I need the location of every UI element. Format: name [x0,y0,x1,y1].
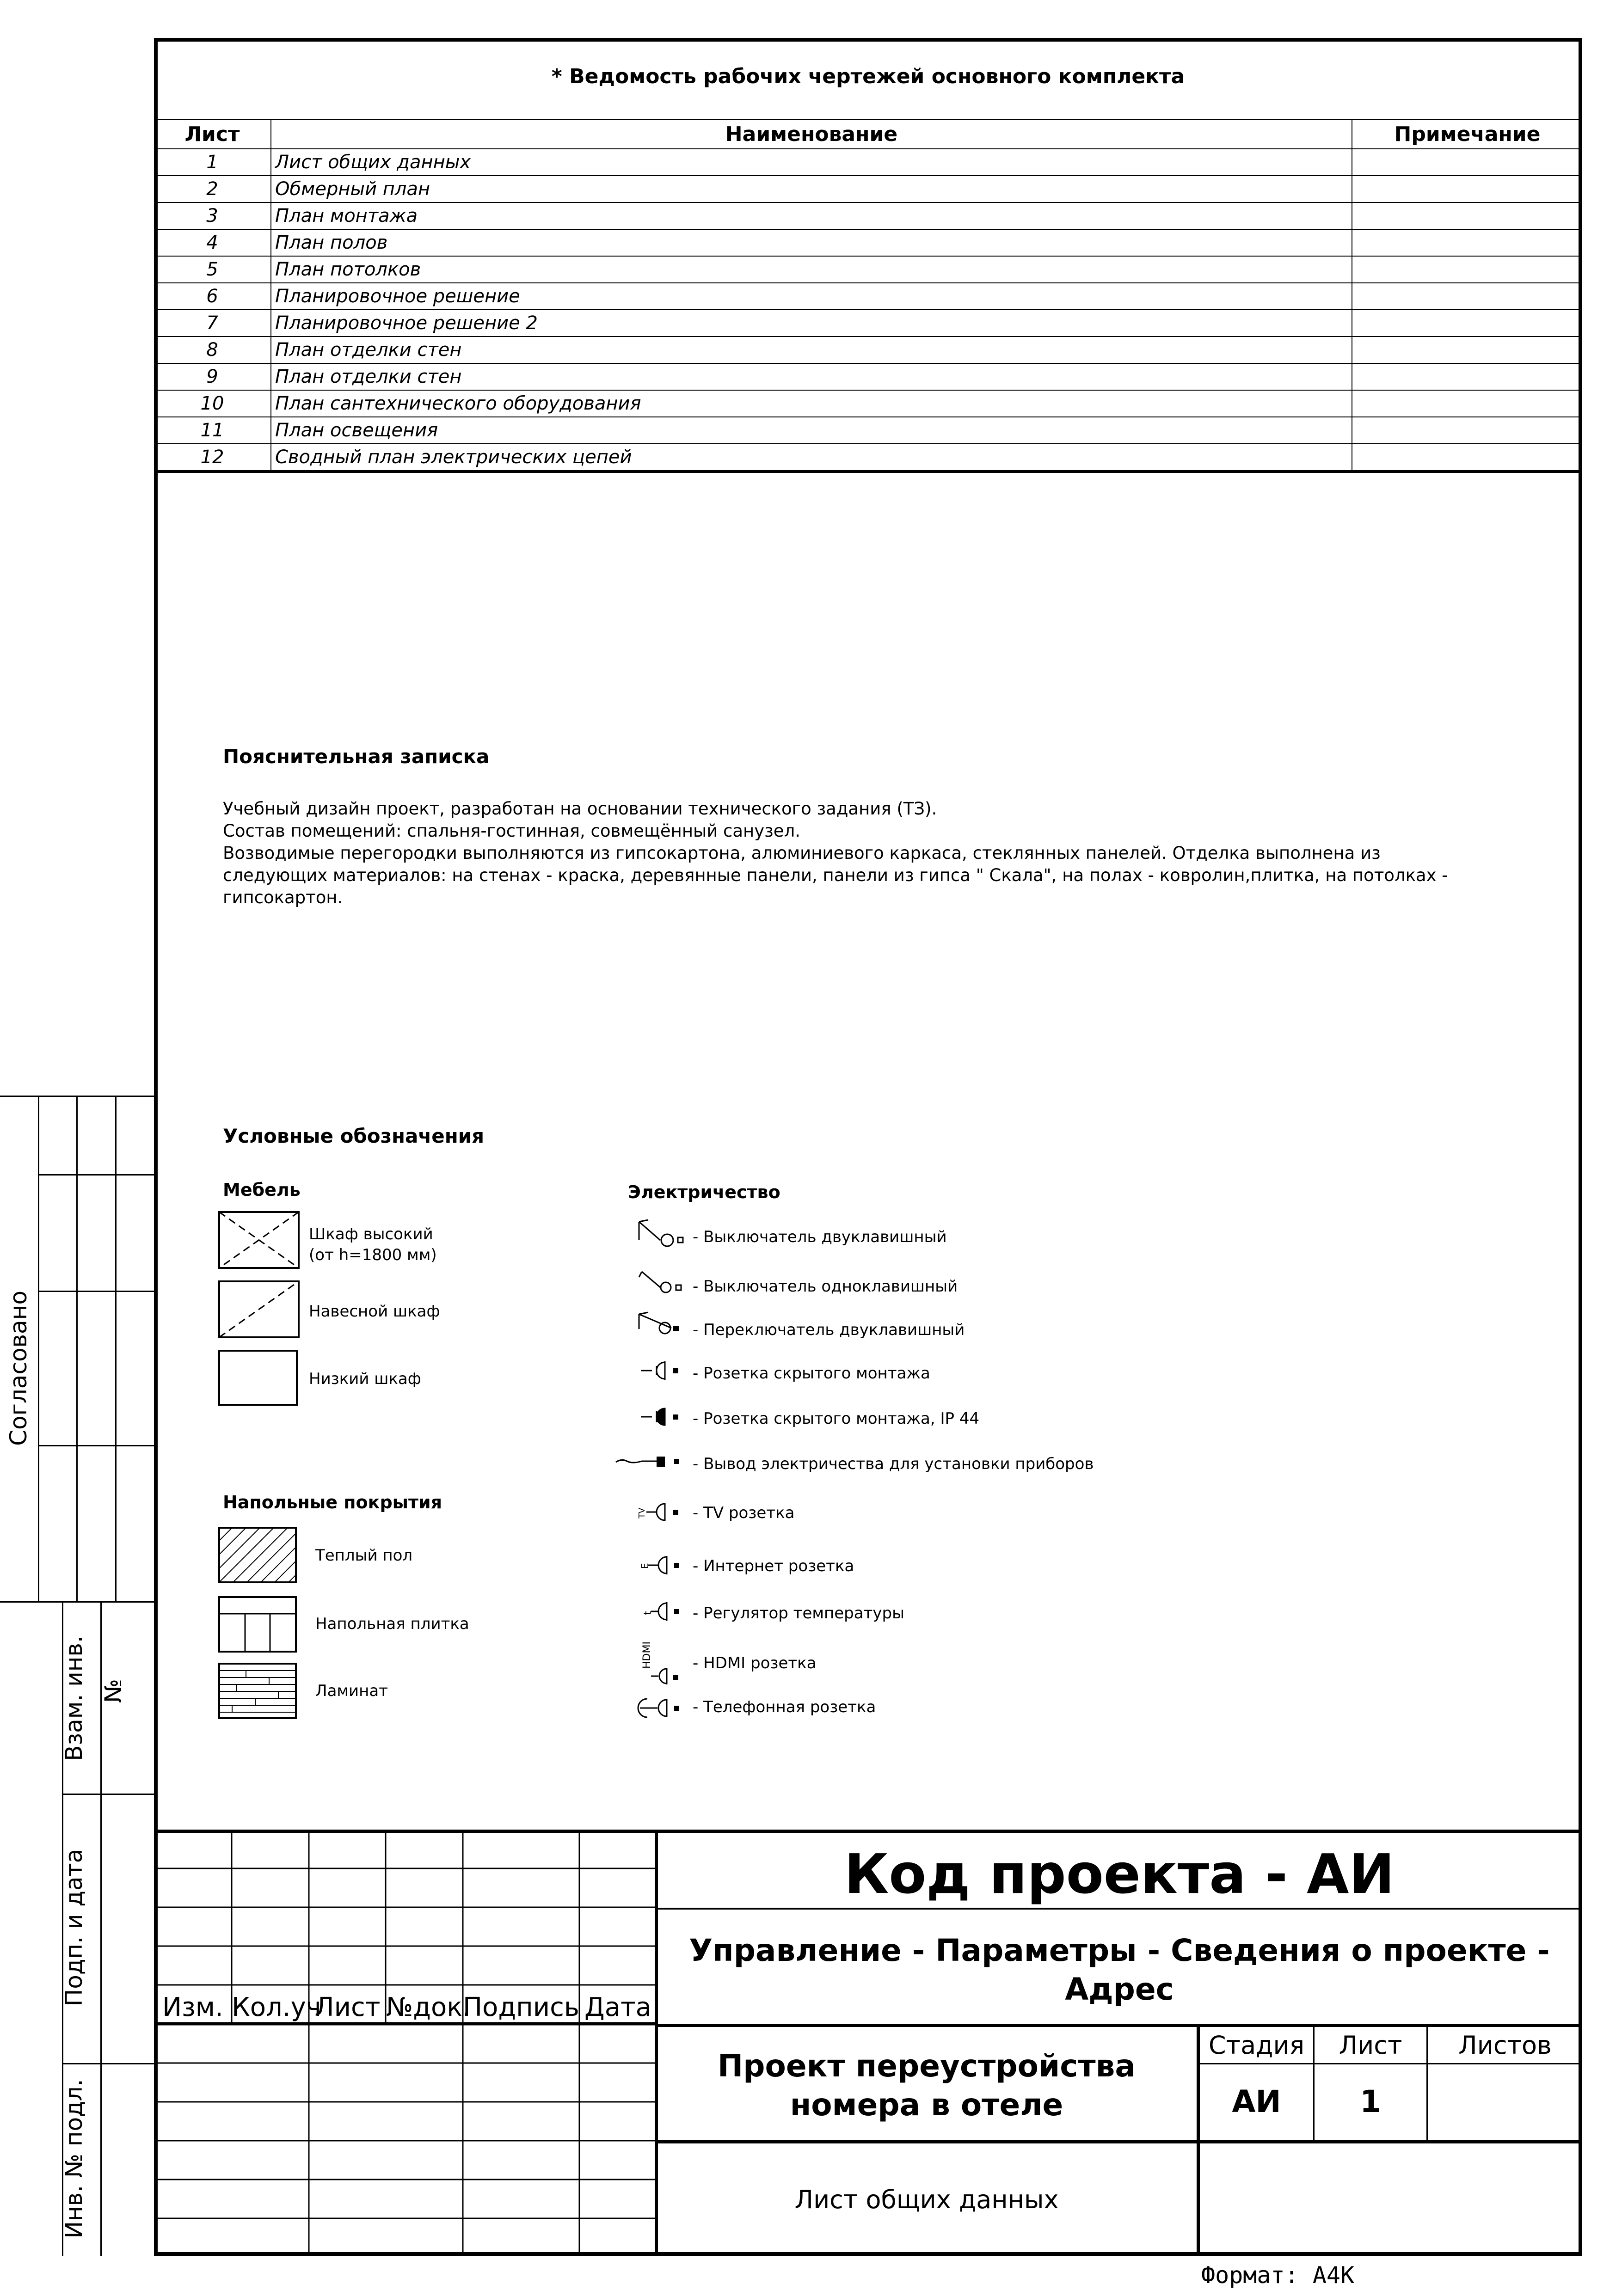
column-header-note: Примечание [1352,119,1582,149]
sheet-number: 12 [154,444,271,471]
floor-label: Напольная плитка [315,1615,469,1633]
sheet-number: 7 [154,310,271,337]
project-name-line: Проект переустройства [718,2048,1136,2084]
inv-original-label: Инв. № подл. [61,2079,87,2239]
rev-header-sheet: Лист [314,1992,381,2022]
table-row [154,310,1582,337]
sheet-number: 9 [154,363,271,390]
sheet-name: Лист общих данных [271,149,1352,176]
sheet-note [1352,176,1582,202]
electric-label: - Розетка скрытого монтажа, IP 44 [693,1409,980,1428]
rev-header-date: Дата [584,1992,651,2022]
floor-label: Теплый пол [315,1546,413,1565]
table-row [154,202,1582,229]
note-line: Учебный дизайн проект, разработан на основании технического задания (ТЗ). [223,799,937,819]
electric-label: - Выключатель одноклавишный [693,1277,958,1296]
format-label: Формат: А4К [1201,2262,1355,2289]
internet-socket-icon [637,1549,688,1581]
note-line: Состав помещений: спальня-гостинная, совмещённый санузел. [223,821,800,841]
sheet-list-header-row [154,119,1582,149]
sheet-note [1352,390,1582,417]
stage-value: АИ [1232,2084,1281,2119]
electric-label: - TV розетка [693,1504,795,1522]
sheet-number: 6 [154,283,271,310]
furniture-label: (от h=1800 мм) [309,1246,437,1264]
electric-label: - Вывод электричества для установки приборов [693,1455,1094,1473]
sheet-list-title: * Ведомость рабочих чертежей основного комплекта [551,65,1185,88]
furniture-legend-title: Мебель [223,1180,301,1200]
sheet-note [1352,202,1582,229]
sheet-number: 8 [154,337,271,363]
electric-label: - HDMI розетка [693,1654,817,1672]
sheet-note [1352,417,1582,444]
symbol-tag: t [642,1611,654,1615]
hdmi-socket-icon [637,1636,688,1687]
table-row [154,444,1582,471]
sheet-note [1352,363,1582,390]
rev-header-doc: №док. [386,1992,471,2022]
sheet-number: 1 [154,149,271,176]
swap-inv-number-label: № [100,1679,127,1703]
sheet-name: Обмерный план [271,176,1352,202]
symbol-tag: HDMI [641,1641,653,1669]
electric-label: - Телефонная розетка [693,1698,876,1716]
sheet-note [1352,444,1582,471]
single-switch-icon [637,1269,688,1297]
sheet-name: План полов [271,229,1352,256]
table-row [154,337,1582,363]
sign-date-label: Подп. и дата [61,1849,87,2007]
agreed-label: Согласовано [5,1291,32,1446]
sheet-number: 10 [154,390,271,417]
note-line: гипсокартон. [223,888,343,907]
sheet-name: Планировочное решение 2 [271,310,1352,337]
sheet-name: План отделки стен [271,337,1352,363]
sheet-header: Лист [1339,2031,1402,2060]
electric-label: - Интернет розетка [693,1557,854,1575]
management-line: Управление - Параметры - Сведения о проекте - [689,1933,1550,1968]
sheet-number: 3 [154,202,271,229]
sheet-name: Сводный план электрических цепей [271,444,1352,471]
table-row [154,363,1582,390]
table-row [154,149,1582,176]
note-line: следующих материалов: на стенах - краска, деревянные панели, панели из гипса " Скала", на полах - ковролин,плитка, на потолках - [223,865,1448,885]
sheet-number: 5 [154,256,271,283]
sheet-number: 4 [154,229,271,256]
legend-title: Условные обозначения [223,1125,485,1147]
sheet-note [1352,256,1582,283]
thermostat-icon [637,1595,688,1627]
symbol-tag: E [639,1563,651,1569]
sheet-name: План сантехнического оборудования [271,390,1352,417]
floors-legend-title: Напольные покрытия [223,1492,442,1512]
double-switch-icon [637,1218,688,1250]
electric-label: - Переключатель двуклавишный [693,1321,965,1339]
sheet-name: План отделки стен [271,363,1352,390]
warm-floor-symbol [218,1527,297,1583]
project-name-line: номера в отеле [790,2087,1063,2123]
sheet-number: 2 [154,176,271,202]
furniture-label: Низкий шкаф [309,1370,421,1388]
electric-legend-title: Электричество [628,1182,780,1202]
sheet-note [1352,310,1582,337]
sheet-name: План потолков [271,256,1352,283]
electric-label: - Розетка скрытого монтажа [693,1364,930,1383]
low-cabinet-symbol [218,1350,298,1406]
tv-socket-icon [637,1495,688,1528]
rev-header-qty: Кол.уч [232,1992,321,2022]
rev-header-signature: Подпись [463,1992,579,2022]
explanatory-note-text [223,798,1518,909]
sheet-note [1352,337,1582,363]
power-outlet-icon [614,1449,688,1472]
management-line: Адрес [1065,1971,1174,2007]
laminate-symbol [218,1663,297,1719]
management-block [657,1931,1582,2009]
symbol-tag: TV [637,1507,647,1518]
sheet-note [1352,149,1582,176]
table-row [154,256,1582,283]
project-code: Код проекта - АИ [844,1842,1395,1906]
table-row [154,390,1582,417]
electric-label: - Регулятор температуры [693,1604,904,1623]
hidden-socket-ip44-icon [637,1403,688,1431]
sheet-title-name: Лист общих данных [794,2185,1059,2214]
sheet-note [1352,229,1582,256]
table-row [154,283,1582,310]
table-row [154,176,1582,202]
note-line: Возводимые перегородки выполняются из гипсокартона, алюминиевого каркаса, стеклянных панелей. Отделка выполнена из [223,843,1381,863]
column-header-sheet: Лист [154,119,271,149]
furniture-label: Шкаф высокий [309,1225,433,1243]
sheet-name: План освещения [271,417,1352,444]
rev-header-change: Изм. [162,1992,223,2022]
telephone-socket-icon [637,1690,688,1724]
changeover-switch-icon [637,1310,688,1338]
sheet-name: Планировочное решение [271,283,1352,310]
sheet-name: План монтажа [271,202,1352,229]
revision-grid [154,1830,658,2256]
table-row [154,229,1582,256]
project-name [657,2047,1197,2125]
floor-tile-symbol [218,1596,297,1653]
stage-header: Стадия [1208,2031,1305,2060]
sheet-number: 11 [154,417,271,444]
column-header-name: Наименование [271,119,1352,149]
swap-inv-label: Взам. инв. [61,1635,87,1761]
table-row [154,417,1582,444]
sheet-value: 1 [1360,2084,1381,2119]
explanatory-note-title: Пояснительная записка [223,745,490,768]
sheets-header: Листов [1458,2031,1552,2060]
tall-cabinet-symbol [218,1211,300,1269]
furniture-label: Навесной шкаф [309,1302,440,1321]
wall-cabinet-symbol [218,1280,300,1338]
floor-label: Ламинат [315,1682,388,1700]
sheet-note [1352,283,1582,310]
sheet-list-table [154,119,1582,473]
hidden-socket-icon [637,1357,688,1384]
electric-label: - Выключатель двуклавишный [693,1228,947,1246]
